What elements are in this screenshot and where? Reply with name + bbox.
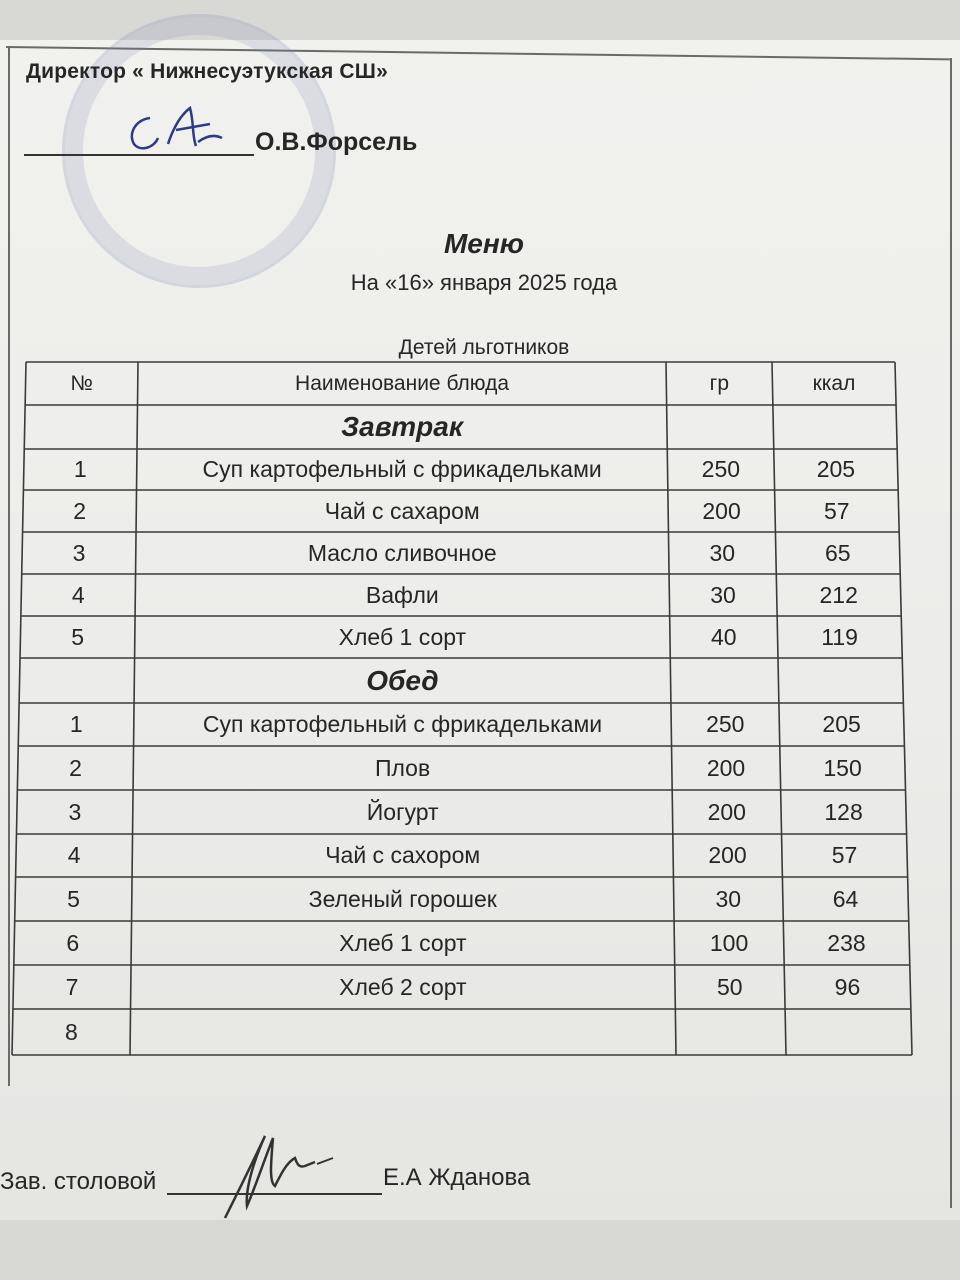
cell-kcal: 57 — [831, 842, 858, 868]
cell-dish-name: Вафли — [365, 581, 439, 608]
cell-number: 6 — [66, 929, 80, 956]
cell-kcal: 65 — [824, 539, 851, 566]
director-name: О.В.Форсель — [255, 128, 418, 156]
cell-number: 3 — [72, 539, 86, 566]
cell-dish-name: Хлеб 2 сорт — [339, 973, 467, 1000]
cell-kcal: 205 — [822, 711, 861, 737]
cell-kcal: 64 — [832, 885, 859, 912]
cell-grams: 30 — [709, 539, 736, 566]
cell-kcal: 96 — [834, 973, 861, 1000]
cell-dish-name: Чай с сахором — [325, 842, 481, 868]
cell-dish-name: Суп картофельный с фрикадельками — [202, 456, 602, 482]
cell-grams: 250 — [701, 456, 741, 482]
cell-number: 4 — [67, 842, 81, 868]
cell-number: 7 — [65, 973, 79, 1000]
cell-dish-name: Зеленый горошек — [308, 885, 497, 912]
cell-kcal: 238 — [827, 929, 866, 956]
cell-dish-name: Суп картофельный с фрикадельками — [202, 711, 603, 737]
canteen-head-name: Е.А Жданова — [383, 1164, 531, 1191]
cell-dish-name: Чай с сахаром — [324, 497, 480, 524]
cell-grams: 30 — [710, 581, 736, 608]
cell-kcal: 119 — [821, 623, 858, 650]
menu-group: Детей льготников — [398, 336, 570, 359]
canteen-head-title: Зав. столовой — [0, 1168, 157, 1195]
menu-title: Меню — [443, 228, 525, 259]
director-title: Директор « Нижнесуэтукская СШ» — [26, 60, 388, 83]
menu-date: На «16» января 2025 года — [350, 270, 618, 295]
cell-kcal: 128 — [824, 798, 863, 825]
cell-grams: 200 — [706, 754, 746, 781]
cell-dish-name — [130, 1009, 675, 1055]
cell-number: 3 — [68, 798, 82, 825]
cell-kcal: 150 — [823, 754, 862, 781]
cell-number: 8 — [64, 1018, 78, 1045]
section-title: Завтрак — [341, 411, 464, 442]
cell-grams: 200 — [707, 798, 746, 825]
cell-dish-name: Хлеб 1 сорт — [338, 623, 467, 650]
cell-grams: 200 — [702, 497, 741, 524]
cell-kcal: 57 — [824, 497, 850, 524]
cell-number: 1 — [73, 456, 87, 482]
cell-kcal — [786, 1009, 912, 1055]
header-cell-number: № — [70, 371, 93, 395]
cell-grams: 50 — [717, 973, 743, 1000]
cell-number: 2 — [73, 497, 87, 524]
canteen-signature — [205, 1118, 345, 1228]
cell-dish-name: Плов — [374, 754, 431, 781]
cell-grams: 200 — [708, 842, 747, 868]
cell-number: 4 — [71, 581, 85, 608]
cell-number: 5 — [71, 623, 85, 650]
cell-kcal: 205 — [816, 456, 856, 482]
canteen-signature-line — [167, 1193, 382, 1195]
cell-grams: 250 — [706, 711, 745, 737]
cell-kcal: 212 — [819, 581, 858, 608]
cell-dish-name: Масло сливочное — [307, 539, 497, 566]
cell-dish-name: Хлеб 1 сорт — [339, 929, 467, 956]
cell-dish-name: Йогурт — [366, 798, 439, 825]
cell-number: 2 — [69, 754, 82, 781]
header-cell-grams: гр — [709, 371, 730, 395]
cell-grams: 40 — [710, 623, 737, 650]
section-title: Обед — [366, 664, 439, 696]
cell-grams: 30 — [715, 885, 742, 912]
cell-grams: 100 — [709, 929, 749, 956]
cell-number: 1 — [69, 711, 83, 737]
header-cell-dish-name: Наименование блюда — [295, 371, 509, 395]
cell-number: 5 — [67, 885, 80, 912]
cell-grams — [676, 1009, 786, 1055]
header-cell-kcal: ккал — [812, 371, 856, 395]
